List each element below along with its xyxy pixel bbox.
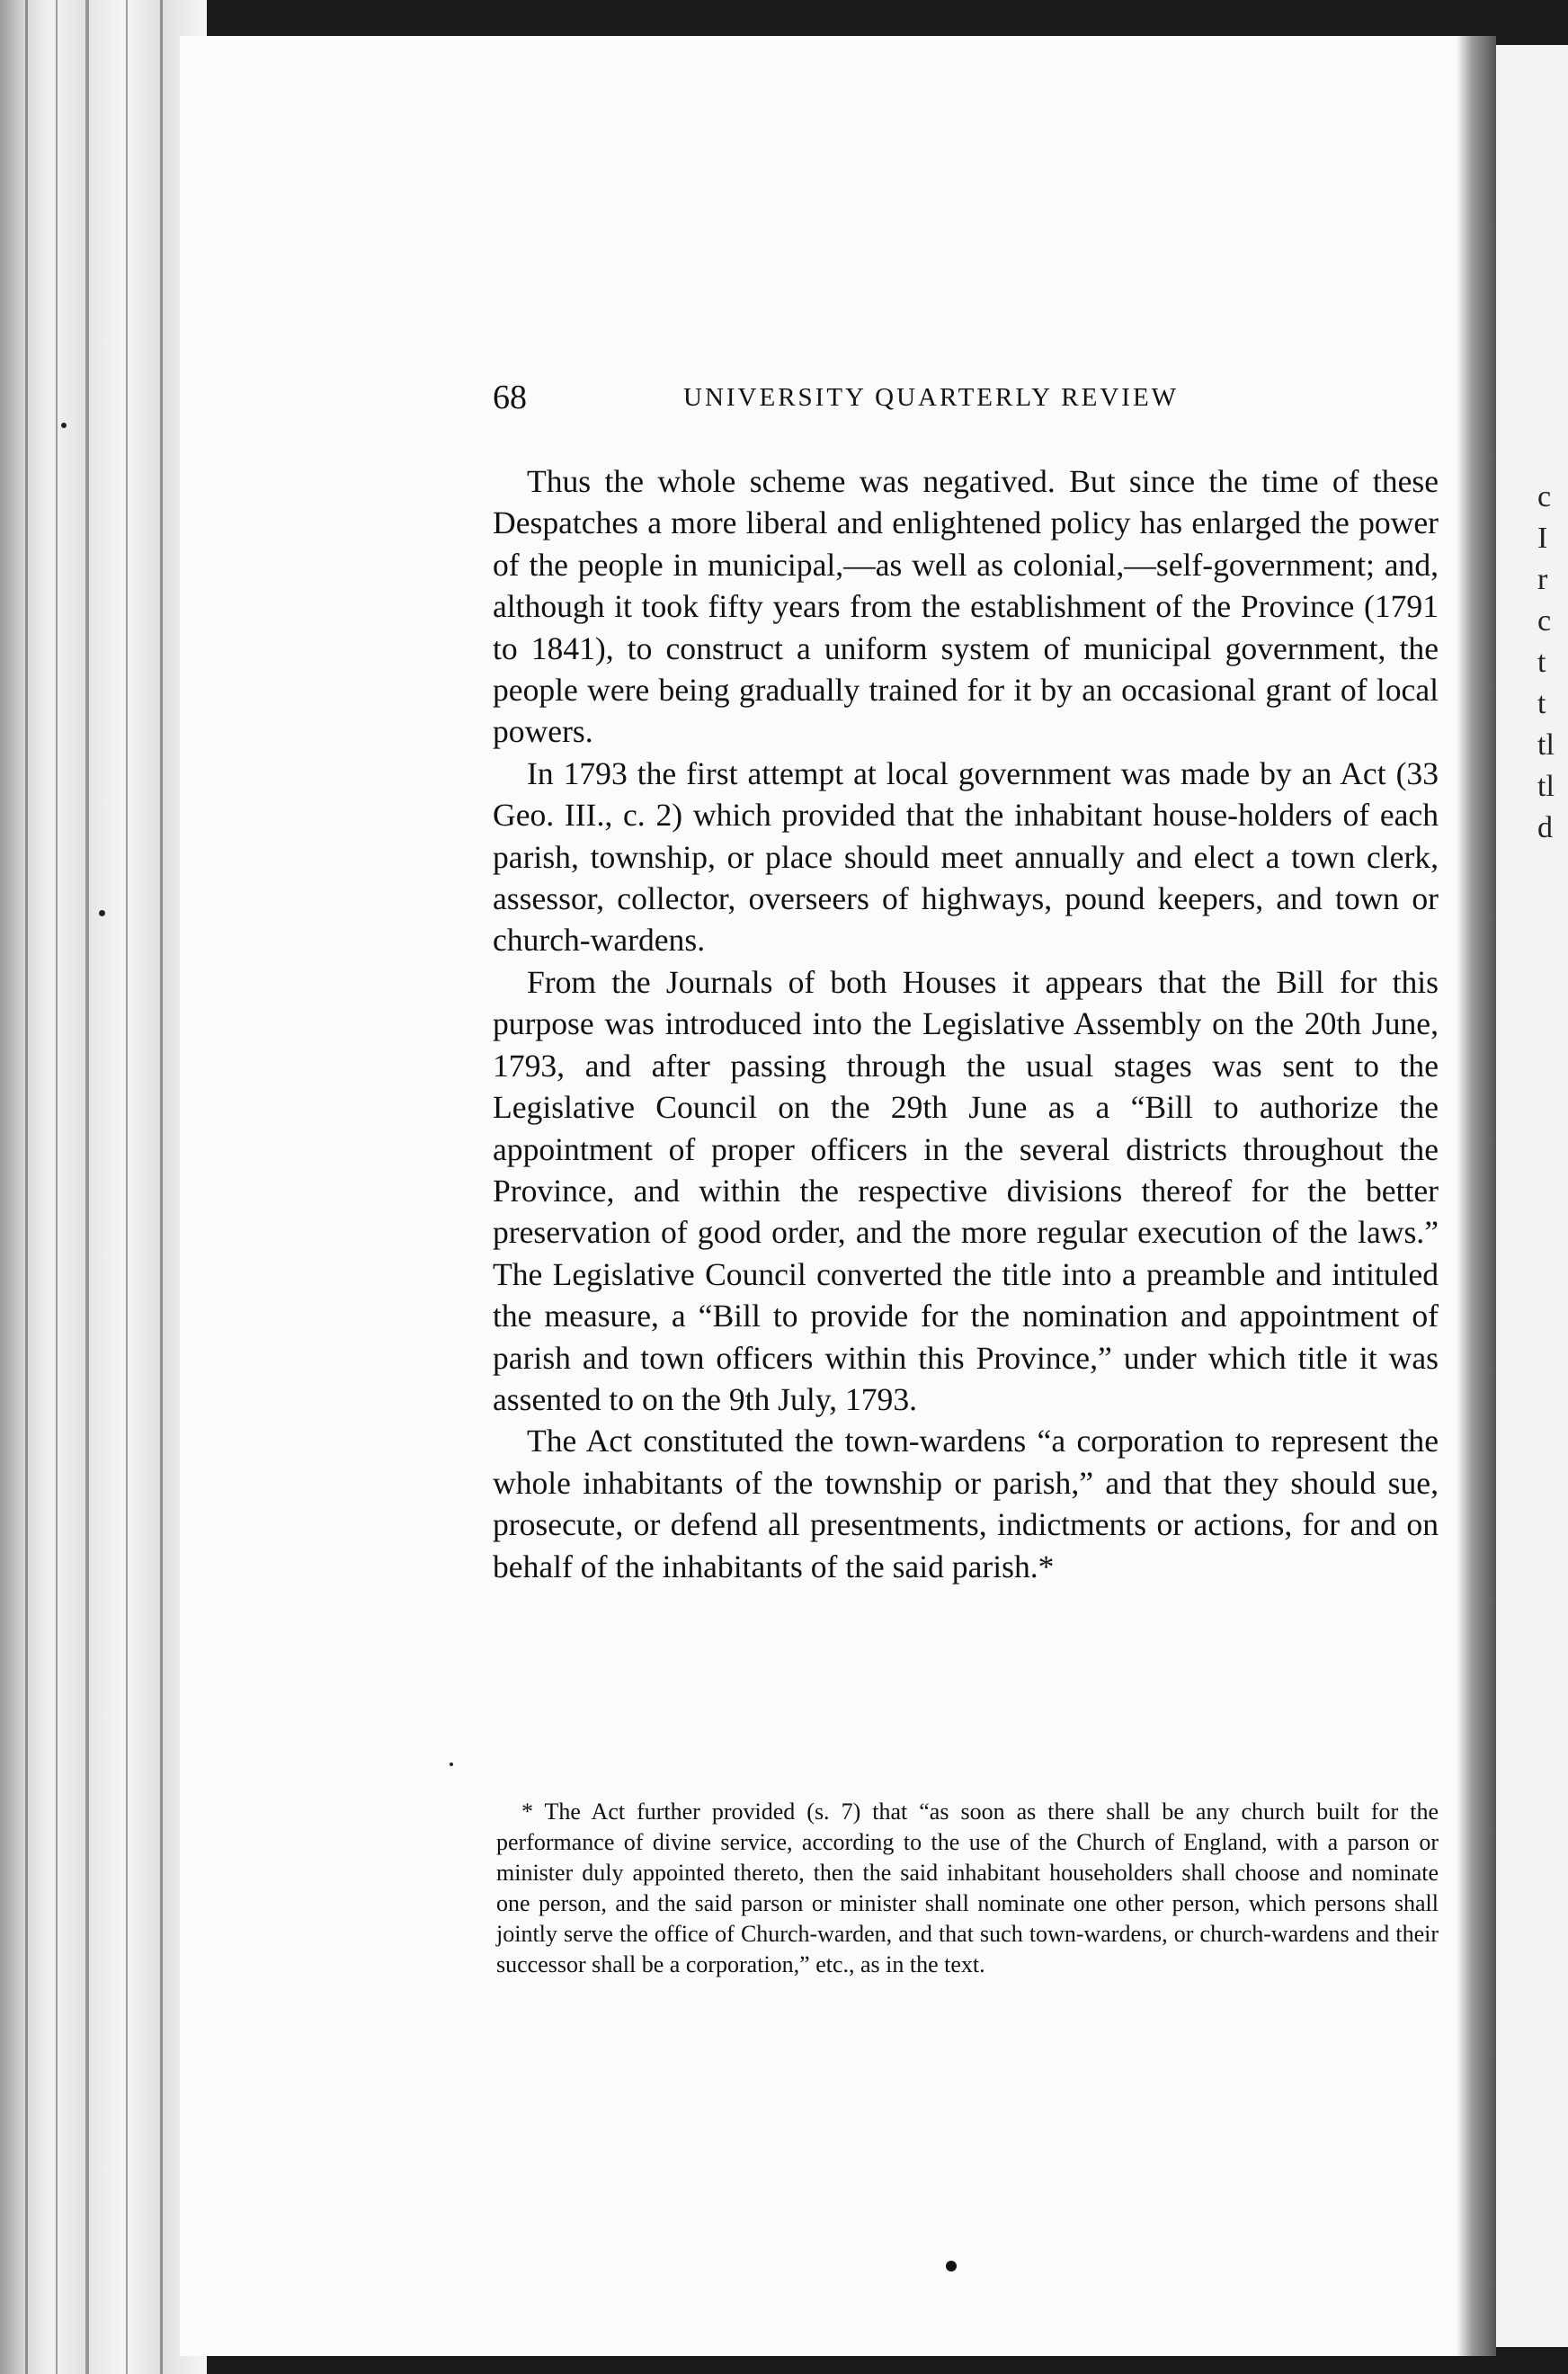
facing-page-fragment: c [1537, 604, 1552, 638]
footnote-text: * The Act further provided (s. 7) that “as soon as there shall be any church built for the performance of divine service, according to the use of the Church of England, with a parson or minister duly appointed thereto, then the said inhabitant householders shall choose and nominate one person, and the said parson or minister shall nominate one other person, which persons shall jointly serve the office of Church-warden, and that such town-wardens, or church-wardens and their successor shall be a corporation,” etc., as in the text. [496, 1798, 1439, 1977]
facing-page-fragment: r [1537, 563, 1548, 596]
ink-dot [946, 2261, 957, 2271]
scan-speck [99, 910, 105, 916]
facing-page-fragment: tl [1537, 728, 1555, 762]
scan-speck [450, 1763, 453, 1766]
running-title: UNIVERSITY QUARTERLY REVIEW [683, 383, 1180, 412]
book-gutter-shadow [1457, 36, 1496, 2356]
facing-page-edge [1496, 45, 1568, 2347]
facing-page-fragment: c [1537, 480, 1552, 513]
body-text [493, 460, 1439, 1587]
book-page-edges [0, 0, 207, 2374]
page-header [493, 378, 1437, 423]
facing-page-fragment: t [1537, 646, 1546, 679]
facing-page-fragment: d [1537, 811, 1553, 844]
facing-page-fragment: tl [1537, 770, 1555, 803]
page-number: 68 [493, 379, 527, 416]
paragraph: From the Journals of both Houses it appears that the Bill for this purpose was introduced into the Legislative Assembly on the 20th June, 1793, and after passing through the usual stages was sent to the Legislative Council on the 29th June as a “Bill to authorize the appointment of proper officers in the several districts throughout the Province, and within the respective divisions thereof for the better preservation of good order, and the more regular execution of the laws.” The Legislative Council converted the title into a preamble and intituled the measure, a “Bill to provide for the nomination and appointment of parish and town officers within this Province,” under which title it was assented to on the 9th July, 1793. [493, 963, 1439, 1417]
paragraph: In 1793 the first attempt at local government was made by an Act (33 Geo. III., c. 2) which provided that the inhabitant house-holders of each parish, township, or place should meet annually and elect a town clerk, assessor, collector, overseers of highways, pound keepers, and town or church-wardens. [493, 754, 1439, 959]
footnote [496, 1797, 1439, 1980]
paragraph: Thus the whole scheme was negatived. But since the time of these Despatches a more liberal and enlightened policy has enlarged the power of the people in municipal,—as well as colonial,—self-government; and, although it took fifty years from the establishment of the Province (1791 to 1841), to construct a uniform system of municipal government, the people were being gradually trained for it by an occasional grant of local powers. [493, 463, 1439, 750]
paragraph: The Act constituted the town-wardens “a corporation to represent the whole inhabitants of the township or parish,” and that they should sue, prosecute, or defend all presentments, indictments or actions, for and on behalf of the inhabitants of the said parish.* [493, 1423, 1439, 1584]
facing-page-fragment: t [1537, 687, 1546, 720]
scan-speck [61, 423, 67, 428]
facing-page-fragment: I [1537, 522, 1548, 555]
